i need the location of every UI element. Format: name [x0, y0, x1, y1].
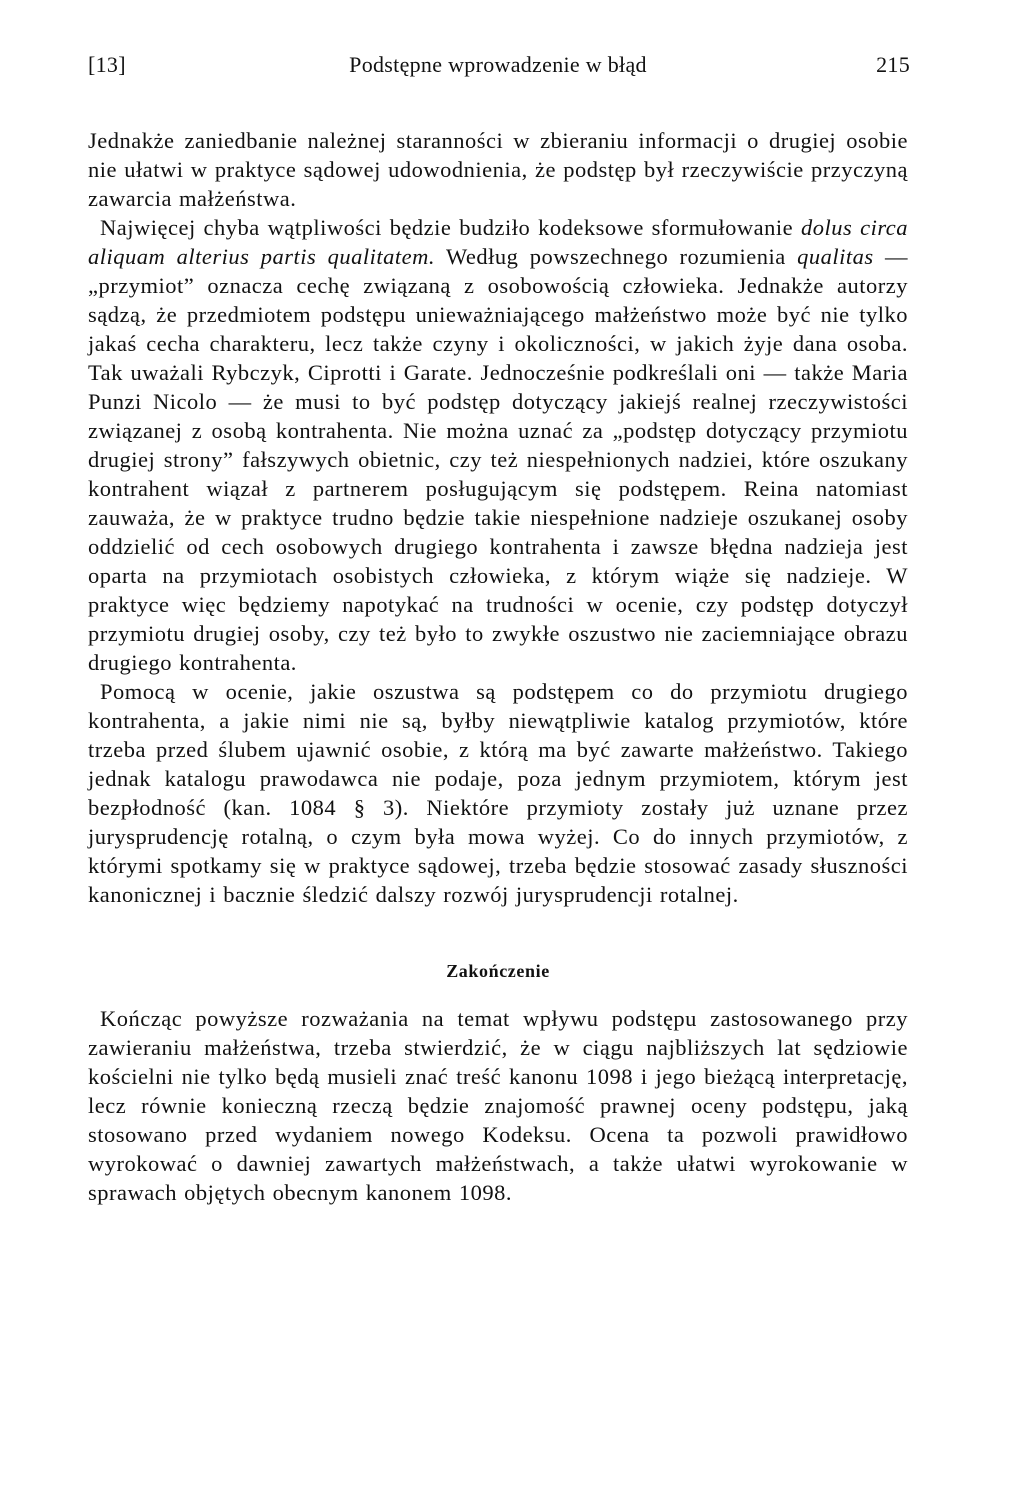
paragraph-1	[88, 126, 908, 213]
paragraph-3	[88, 677, 908, 909]
section-heading: Zakończenie	[446, 961, 550, 981]
page	[88, 52, 908, 1207]
paragraph-2	[88, 213, 908, 677]
conclusion-paragraph	[88, 1004, 908, 1207]
latin-phrase: dolus circa aliquam alterius partis qualitatem.	[88, 215, 909, 269]
paragraph-2-text-b: Według powszechnego rozumienia	[445, 244, 786, 269]
conclusion-paragraph-text: Kończąc powyższe rozważania na temat wpływu podstępu zastosowanego przy zawieraniu małżeństwa, trzeba stwierdzić, że w ciągu najbliższych lat sędziowie kościelni nie tylko będą musieli znać treść kanonu 1098 i jego bieżącą interpretację, lecz równie konieczną rzeczą będzie znajomość prawnej oceny podstępu, jaką stosowano przed wydaniem nowego Kodeksu. Ocena ta pozwoli prawidłowo wyrokować o dawniej zawartych małżeństwach, a także ułatwi wyrokowanie w sprawach objętych obecnym kanonem 1098.	[88, 1006, 908, 1205]
paragraph-2-text-c: — „przymiot” oznacza cechę związaną z osobowością człowieka. Jednakże autorzy sądzą, że przedmiotem podstępu unieważniającego małżeństwo może być nie tylko jakaś cecha charakteru, lecz także czyny i okoliczności, w jakich żyje dana osoba. Tak uważali Rybczyk, Ciprotti i Garate. Jednocześnie podkreślali oni — także Maria Punzi Nicolo — że musi to być podstęp dotyczący jakiejś realnej rzeczywistości związanej z osobą kontrahenta. Nie można uznać za „podstęp dotyczący przymiotu drugiej strony” fałszywych obietnic, czy też niespełnionych nadziei, które oszukany kontrahent wiązał z partnerem posługującym się podstępem. Reina natomiast zauważa, że w praktyce trudno będzie takie niespełnione nadzieje oszukanej osoby oddzielić od cech osobowych drugiego kontrahenta i zawsze błędna nadzieja jest oparta na przymiotach osobistych człowieka, z którym wiąże się nadzieje. W praktyce więc będziemy napotykać na trudności w ocenie, czy podstęp dotyczył przymiotu drugiej osoby, czy też było to zwykłe oszustwo nie zaciemniające obrazu drugiego kontrahenta.	[88, 244, 909, 675]
paragraph-3-text: Pomocą w ocenie, jakie oszustwa są podstępem co do przymiotu drugiego kontrahenta, a jakie nimi nie są, byłby niewątpliwie katalog przymiotów, które trzeba przed ślubem ujawnić osobie, z którą ma być zawarte małżeństwo. Takiego jednak katalogu prawodawca nie podaje, poza jednym przymiotem, którym jest bezpłodność (kan. 1084 § 3). Niektóre przymioty zostały już uznane przez jurysprudencję rotalną, o czym była mowa wyżej. Co do innych przymiotów, z którymi spotkamy się w praktyce sądowej, trzeba będzie stosować zasady słuszności kanonicznej i bacznie śledzić dalszy rozwój jurysprudencji rotalnej.	[88, 679, 908, 907]
main-text	[88, 126, 908, 909]
section-number: [13]	[88, 52, 126, 77]
paragraph-2-text-a: Najwięcej chyba wątpliwości będzie budziło kodeksowe sformułowanie	[100, 215, 794, 240]
conclusion-text	[88, 1004, 908, 1207]
paragraph-1-text: Jednakże zaniedbanie należnej staranności w zbieraniu informacji o drugiej osobie nie ułatwi w praktyce sądowej udowodnienia, że podstęp był rzeczywiście przyczyną zawarcia małżeństwa.	[88, 128, 908, 211]
running-head	[88, 52, 908, 92]
page-number: 215	[876, 52, 910, 77]
running-title: Podstępne wprowadzenie w błąd	[349, 52, 647, 77]
latin-term: qualitas	[797, 244, 874, 269]
